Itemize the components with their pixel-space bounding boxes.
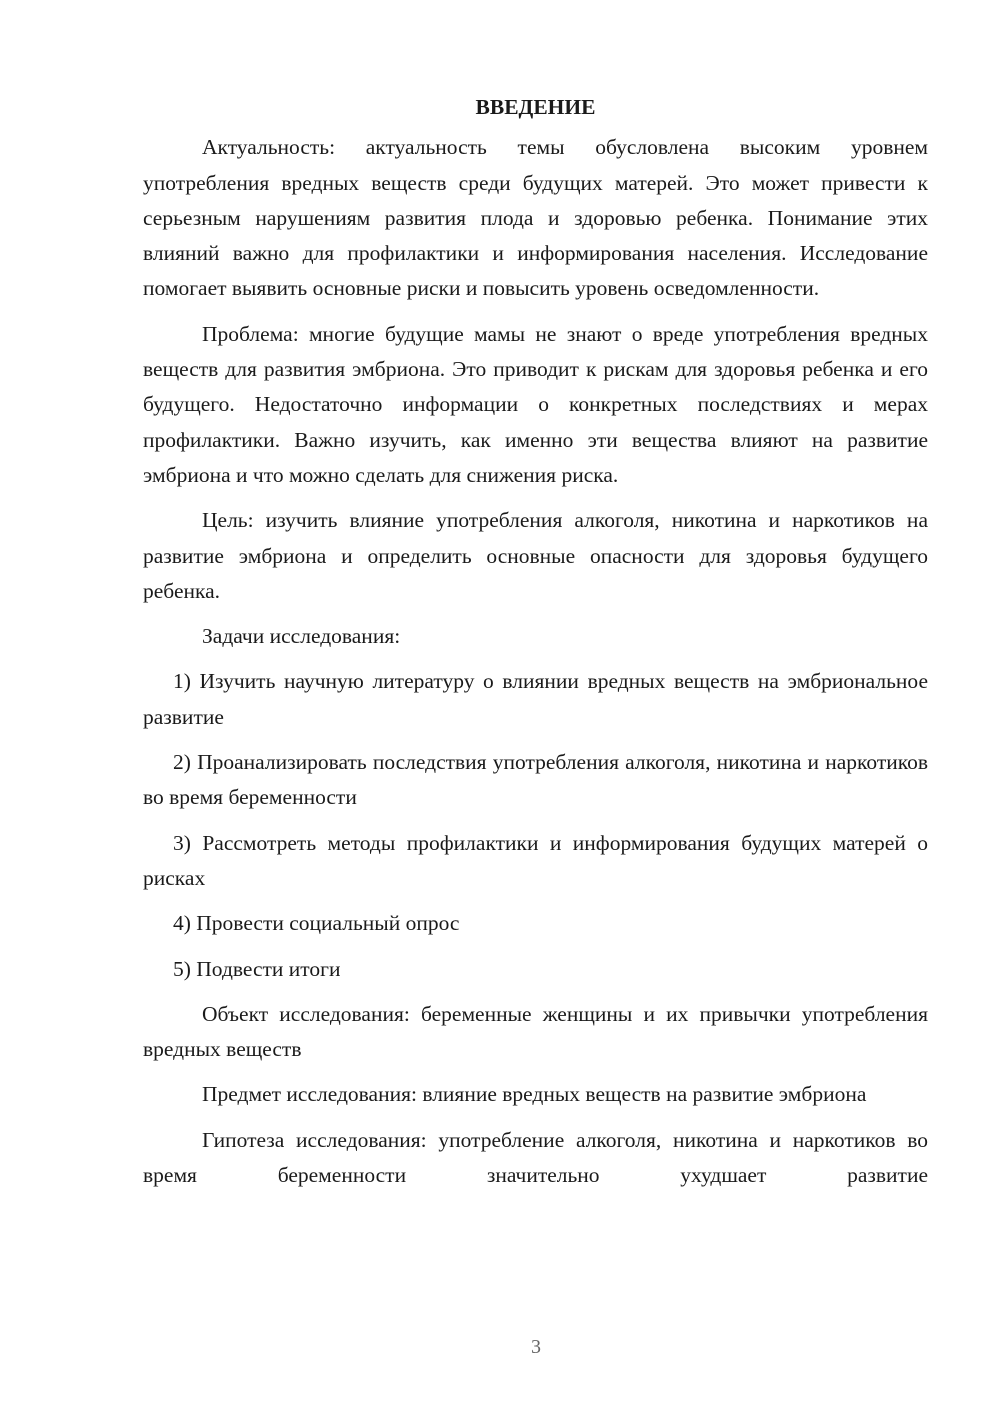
object-paragraph: Объект исследования: беременные женщины и их привычки употребления вредных веществ — [143, 1001, 928, 1062]
task-item-3: 3) Рассмотреть методы профилактики и информирования будущих матерей о рисках — [143, 830, 928, 890]
document-body — [143, 90, 928, 1203]
page-number: 3 — [531, 1336, 541, 1358]
problem-paragraph: Проблема: многие будущие мамы не знают о вреде употребления вредных веществ для развития эмбриона. Это приводит к рискам для здоровья ребенка и его будущего. Недостаточно информации о конкретных последствиях и мерах профилактики. Важно изучить, как именно эти вещества влияют на развитие эмбриона и что можно сделать для снижения риска. — [143, 321, 928, 487]
task-item-2: 2) Проанализировать последствия употребления алкоголя, никотина и наркотиков во время беременности — [143, 750, 928, 810]
relevance-paragraph: Актуальность: актуальность темы обусловлена высоким уровнем употребления вредных веществ среди будущих матерей. Это может привести к серьезным нарушениям развития плода и здоровью ребенка. Понимание этих влияний важно для профилактики и информирования населения. Исследование помогает выявить основные риски и повысить уровень осведомленности. — [143, 135, 928, 301]
goal-paragraph: Цель: изучить влияние употребления алкоголя, никотина и наркотиков на развитие эмбриона и определить основные опасности для здоровья будущего ребенка. — [143, 508, 928, 603]
hypothesis-paragraph: Гипотеза исследования: употребление алкоголя, никотина и наркотиков во время беременности значительно ухудшает развитие — [143, 1127, 928, 1188]
task-item-1: 1) Изучить научную литературу о влиянии вредных веществ на эмбриональное развитие — [143, 669, 928, 729]
tasks-intro: Задачи исследования: — [202, 624, 401, 649]
task-item-5: 5) Подвести итоги — [173, 956, 341, 981]
task-item-4: 4) Провести социальный опрос — [173, 911, 460, 936]
section-heading: ВВЕДЕНИЕ — [475, 95, 596, 119]
subject-paragraph: Предмет исследования: влияние вредных веществ на развитие эмбриона — [202, 1082, 867, 1107]
